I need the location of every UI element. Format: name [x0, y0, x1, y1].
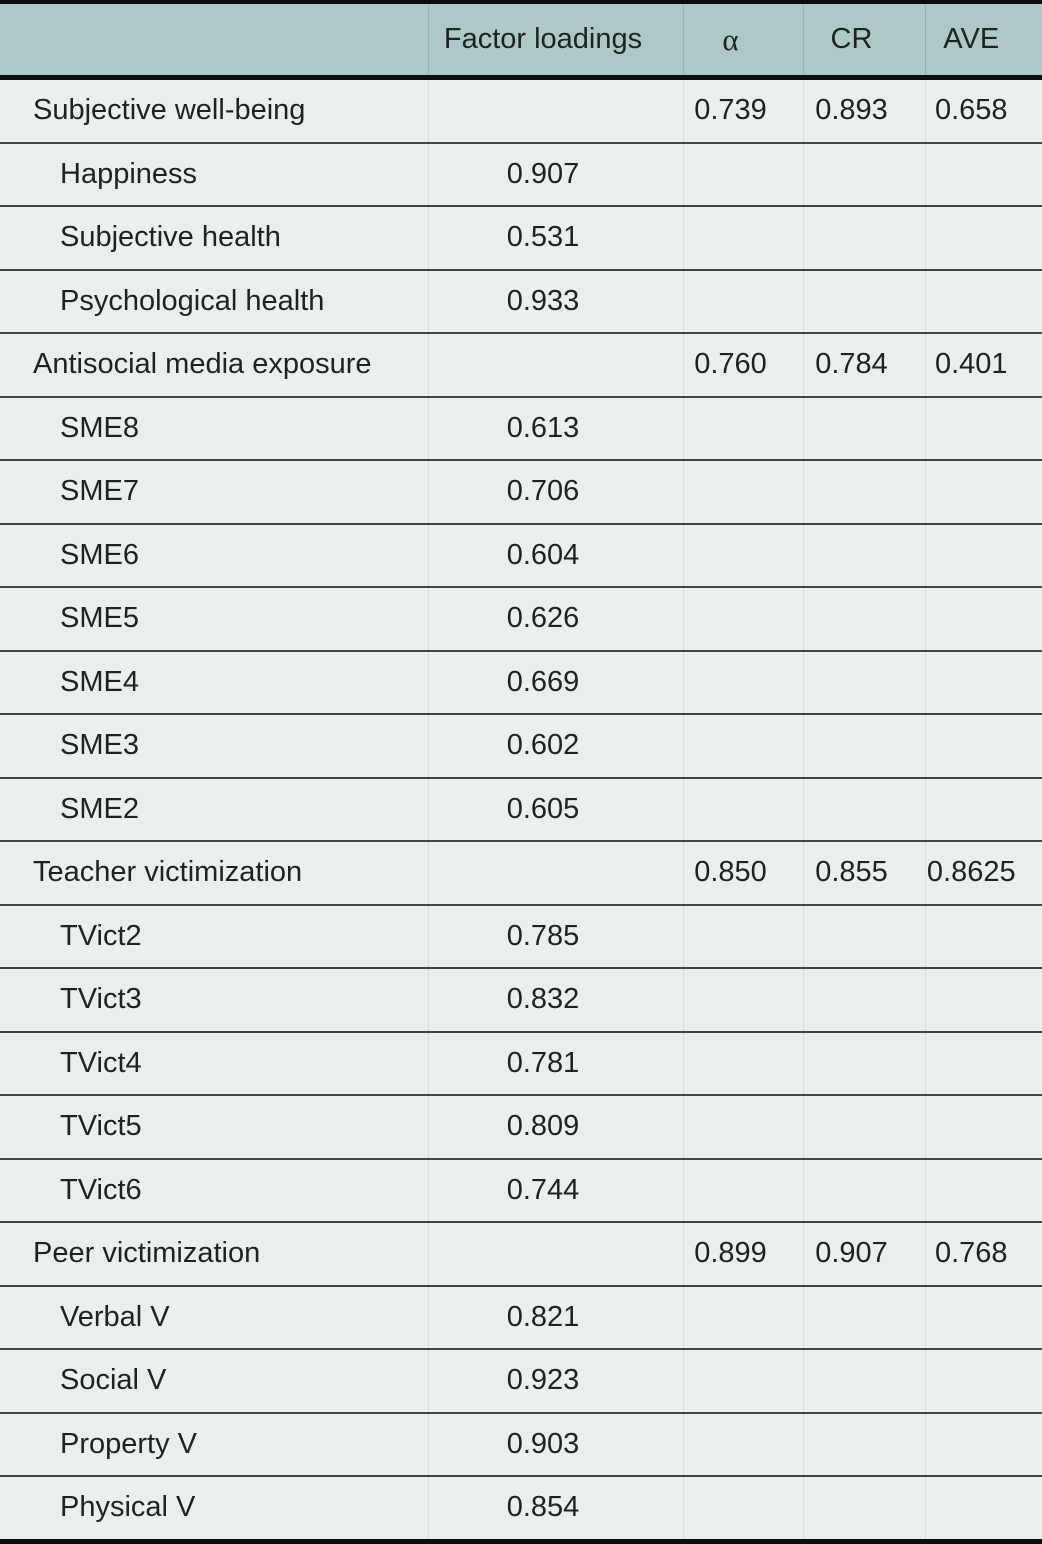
factor-loading-value: [428, 1222, 683, 1286]
row-label: Property V: [0, 1413, 428, 1477]
alpha-value: [683, 968, 803, 1032]
cr-value: 0.784: [803, 333, 925, 397]
row-label: SME7: [0, 460, 428, 524]
cr-value: 0.907: [803, 1222, 925, 1286]
alpha-value: 0.899: [683, 1222, 803, 1286]
row-label: SME6: [0, 524, 428, 588]
table-row-tvict5: [0, 1095, 1042, 1159]
cr-value: [803, 651, 925, 715]
alpha-value: [683, 524, 803, 588]
cr-value: [803, 270, 925, 334]
ave-value: [925, 1476, 1042, 1541]
alpha-value: [683, 206, 803, 270]
alpha-value: 0.739: [683, 78, 803, 143]
ave-value: [925, 905, 1042, 969]
table-row-sme3: [0, 714, 1042, 778]
column-header-alpha: α: [683, 2, 803, 78]
factor-loading-value: 0.809: [428, 1095, 683, 1159]
table-row-sme7: [0, 460, 1042, 524]
factor-loading-value: 0.854: [428, 1476, 683, 1541]
table-row-tvict2: [0, 905, 1042, 969]
alpha-value: [683, 460, 803, 524]
alpha-value: [683, 1349, 803, 1413]
table-row-tvict6: [0, 1159, 1042, 1223]
factor-loading-value: 0.821: [428, 1286, 683, 1350]
table-row-tvict4: [0, 1032, 1042, 1096]
factor-loading-value: 0.669: [428, 651, 683, 715]
factor-loading-value: [428, 333, 683, 397]
cr-value: [803, 397, 925, 461]
ave-value: [925, 270, 1042, 334]
factor-loading-value: 0.531: [428, 206, 683, 270]
cr-value: 0.893: [803, 78, 925, 143]
ave-value: [925, 651, 1042, 715]
table-row-teacher-victimization: [0, 841, 1042, 905]
column-header-cr: CR: [803, 2, 925, 78]
alpha-value: [683, 1413, 803, 1477]
table-row-social-v: [0, 1349, 1042, 1413]
row-label: Physical V: [0, 1476, 428, 1541]
alpha-value: [683, 1095, 803, 1159]
factor-loading-value: 0.903: [428, 1413, 683, 1477]
cr-value: [803, 1286, 925, 1350]
ave-value: 0.8625: [925, 841, 1042, 905]
row-label: TVict3: [0, 968, 428, 1032]
cr-value: [803, 143, 925, 207]
ave-value: 0.768: [925, 1222, 1042, 1286]
row-label: SME8: [0, 397, 428, 461]
row-label: Subjective health: [0, 206, 428, 270]
factor-loading-value: 0.605: [428, 778, 683, 842]
row-label: Verbal V: [0, 1286, 428, 1350]
factor-loading-value: 0.933: [428, 270, 683, 334]
factor-loading-value: 0.744: [428, 1159, 683, 1223]
row-label: Antisocial media exposure: [0, 333, 428, 397]
alpha-value: [683, 905, 803, 969]
alpha-value: [683, 1159, 803, 1223]
ave-value: [925, 1349, 1042, 1413]
row-label: TVict4: [0, 1032, 428, 1096]
factor-loading-value: 0.832: [428, 968, 683, 1032]
cr-value: [803, 1032, 925, 1096]
row-label: Peer victimization: [0, 1222, 428, 1286]
cr-value: [803, 778, 925, 842]
table-row-peer-victimization: [0, 1222, 1042, 1286]
row-label: TVict2: [0, 905, 428, 969]
factor-loading-value: 0.613: [428, 397, 683, 461]
factor-loading-value: [428, 841, 683, 905]
alpha-value: [683, 270, 803, 334]
row-label: Psychological health: [0, 270, 428, 334]
table-row-antisocial-media-exposure: [0, 333, 1042, 397]
factor-loading-value: 0.602: [428, 714, 683, 778]
table-row-tvict3: [0, 968, 1042, 1032]
ave-value: [925, 206, 1042, 270]
table-row-property-v: [0, 1413, 1042, 1477]
alpha-value: 0.850: [683, 841, 803, 905]
cr-value: [803, 714, 925, 778]
alpha-value: 0.760: [683, 333, 803, 397]
alpha-value: [683, 587, 803, 651]
ave-value: [925, 1095, 1042, 1159]
factor-loading-value: 0.706: [428, 460, 683, 524]
alpha-value: [683, 143, 803, 207]
alpha-value: [683, 714, 803, 778]
cr-value: [803, 1349, 925, 1413]
row-label: SME4: [0, 651, 428, 715]
table-row-subjective-health: [0, 206, 1042, 270]
cr-value: [803, 1159, 925, 1223]
alpha-value: [683, 778, 803, 842]
column-header-factor-loadings: Factor loadings: [428, 2, 683, 78]
cr-value: 0.855: [803, 841, 925, 905]
factor-loading-value: [428, 78, 683, 143]
cr-value: [803, 968, 925, 1032]
row-label: SME5: [0, 587, 428, 651]
row-label: TVict5: [0, 1095, 428, 1159]
table-row-physical-v: [0, 1476, 1042, 1541]
ave-value: [925, 1413, 1042, 1477]
ave-value: [925, 524, 1042, 588]
row-label: Subjective well-being: [0, 78, 428, 143]
column-header-ave: AVE: [925, 2, 1042, 78]
alpha-value: [683, 1476, 803, 1541]
row-label: Happiness: [0, 143, 428, 207]
factor-loading-value: 0.781: [428, 1032, 683, 1096]
table-row-sme4: [0, 651, 1042, 715]
ave-value: [925, 714, 1042, 778]
ave-value: [925, 778, 1042, 842]
alpha-value: [683, 397, 803, 461]
ave-value: [925, 460, 1042, 524]
table-row-verbal-v: [0, 1286, 1042, 1350]
ave-value: 0.658: [925, 78, 1042, 143]
table-header-row: [0, 2, 1042, 78]
factor-loading-value: 0.907: [428, 143, 683, 207]
table-row-sme5: [0, 587, 1042, 651]
ave-value: [925, 968, 1042, 1032]
factor-loading-value: 0.604: [428, 524, 683, 588]
cr-value: [803, 460, 925, 524]
table-row-subjective-well-being: [0, 78, 1042, 143]
alpha-value: [683, 651, 803, 715]
cr-value: [803, 587, 925, 651]
table-row-sme2: [0, 778, 1042, 842]
cr-value: [803, 524, 925, 588]
cr-value: [803, 905, 925, 969]
row-label: SME2: [0, 778, 428, 842]
row-label: TVict6: [0, 1159, 428, 1223]
alpha-value: [683, 1286, 803, 1350]
row-label: Social V: [0, 1349, 428, 1413]
ave-value: [925, 397, 1042, 461]
row-label: Teacher victimization: [0, 841, 428, 905]
ave-value: [925, 1286, 1042, 1350]
factor-loading-value: 0.923: [428, 1349, 683, 1413]
alpha-value: [683, 1032, 803, 1096]
ave-value: [925, 587, 1042, 651]
column-header-construct: [0, 2, 428, 78]
ave-value: [925, 1032, 1042, 1096]
table-row-sme8: [0, 397, 1042, 461]
ave-value: 0.401: [925, 333, 1042, 397]
cr-value: [803, 1476, 925, 1541]
ave-value: [925, 143, 1042, 207]
row-label: SME3: [0, 714, 428, 778]
cr-value: [803, 206, 925, 270]
table-row-happiness: [0, 143, 1042, 207]
table-row-psychological-health: [0, 270, 1042, 334]
cr-value: [803, 1095, 925, 1159]
ave-value: [925, 1159, 1042, 1223]
factor-loading-value: 0.785: [428, 905, 683, 969]
factor-loading-value: 0.626: [428, 587, 683, 651]
table-row-sme6: [0, 524, 1042, 588]
cr-value: [803, 1413, 925, 1477]
